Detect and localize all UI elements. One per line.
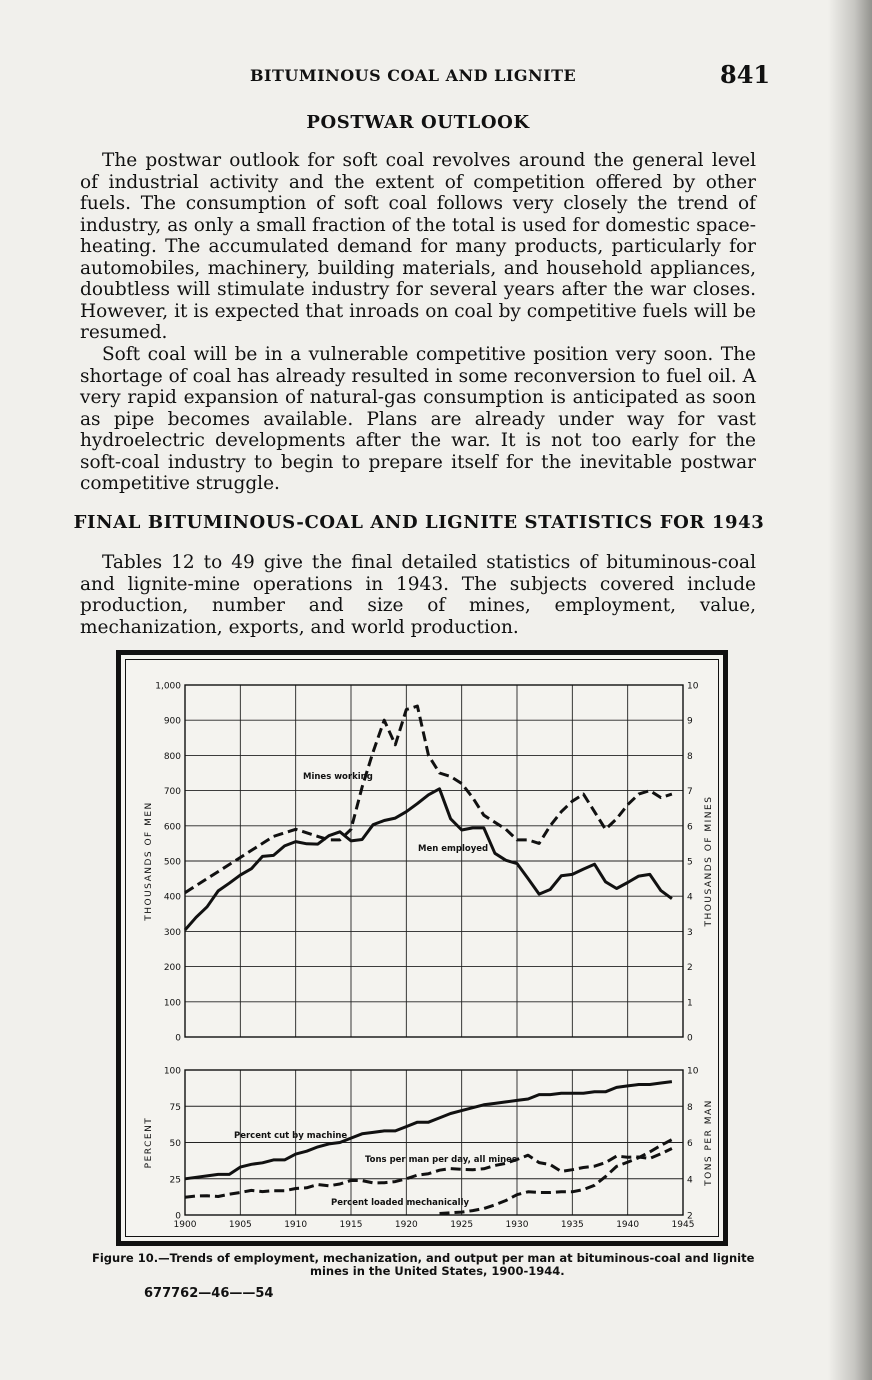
y2-tick-label: 5 (687, 857, 693, 868)
running-head: BITUMINOUS COAL AND LIGNITE (250, 66, 577, 85)
paragraph: Soft coal will be in a vulnerable competitive position very soon. The shortage of coal has already resulted in some reconversion to fuel oil. A very rapid expansion of natural-gas consumption is anticipated as soon as pipe becomes available. Plans are already under way for vast hydroelectric developments after the war. It is not too early for the soft-coal industry to begin to prepare itself for the inevitable postwar competitive struggle. (80, 344, 756, 494)
y-tick-label: 50 (169, 1139, 181, 1149)
figure-chart (121, 655, 723, 1241)
x-tick-label: 1935 (560, 1220, 584, 1230)
y2-tick-label: 6 (687, 822, 693, 833)
y2-tick-label: 8 (687, 1102, 693, 1113)
scan-edge-shadow (828, 0, 872, 1380)
x-tick-label: 1920 (394, 1220, 418, 1230)
x-tick-label: 1915 (339, 1220, 363, 1230)
paragraph: The postwar outlook for soft coal revolves around the general level of industrial activity and the extent of competition offered by other fuels. The consumption of soft coal follows very closely the trend of industry, as only a small fraction of the total is used for domestic space-heating. The accumulated demand for many products, particularly for automobiles, machinery, building materials, and household appliances, doubtless will stimulate industry for several years after the war closes. However, it is expected that inroads on coal by competitive fuels will be resumed. (80, 150, 756, 343)
y2-tick-label: 2 (687, 1211, 693, 1222)
series-annotation: Percent loaded mechanically (331, 1198, 470, 1208)
y-tick-label: 800 (163, 751, 181, 762)
y2-tick-label: 3 (687, 927, 693, 938)
y-tick-label: 25 (169, 1175, 181, 1186)
x-tick-label: 1900 (173, 1220, 197, 1230)
x-tick-label: 1945 (671, 1220, 695, 1230)
y2-tick-label: 2 (687, 963, 693, 974)
y-tick-label: 75 (169, 1102, 181, 1113)
series-line (185, 789, 672, 930)
y2-tick-label: 1 (687, 998, 693, 1009)
print-code: 677762—46——54 (144, 1286, 274, 1301)
section-title-postwar-outlook: POSTWAR OUTLOOK (306, 112, 530, 133)
y-tick-label: 0 (175, 1033, 181, 1044)
x-tick-label: 1910 (284, 1220, 308, 1230)
y-tick-label: 1,000 (155, 681, 181, 692)
y2-axis-title: THOUSANDS OF MINES (704, 795, 714, 927)
caption-line-1: Figure 10.—Trends of employment, mechanization, and output per man at bituminous-coal and lignite (92, 1251, 755, 1265)
y-tick-label: 900 (163, 716, 181, 727)
y-tick-label: 100 (163, 998, 181, 1009)
y-tick-label: 400 (163, 892, 181, 903)
y2-tick-label: 8 (687, 751, 693, 762)
series-line (185, 706, 672, 893)
figure-frame (116, 650, 728, 1246)
paragraph: Tables 12 to 49 give the final detailed statistics of bituminous-coal and lignite-mine operations in 1943. The subjects covered include production, number and size of mines, employment, value, mechanization, exports, and world production. (80, 552, 756, 638)
series-line (440, 1140, 672, 1214)
y-tick-label: 300 (163, 927, 181, 938)
y2-tick-label: 0 (687, 1033, 693, 1044)
y2-tick-label: 4 (687, 1175, 693, 1186)
series-annotation: Tons per man per day, all mines (365, 1155, 517, 1165)
y2-tick-label: 6 (687, 1139, 693, 1149)
x-tick-label: 1930 (505, 1220, 529, 1230)
y-tick-label: 600 (163, 822, 181, 833)
section-title-final-statistics: FINAL BITUMINOUS-COAL AND LIGNITE STATISTICS FOR 1943 (73, 512, 765, 533)
y-tick-label: 700 (163, 787, 181, 798)
x-tick-label: 1925 (450, 1220, 474, 1230)
y-tick-label: 200 (163, 963, 181, 974)
y-tick-label: 500 (163, 857, 181, 868)
y-axis-title: THOUSANDS OF MEN (144, 801, 154, 921)
y2-tick-label: 10 (687, 681, 699, 692)
series-annotation: Mines working (303, 772, 373, 782)
y2-tick-label: 9 (687, 716, 693, 727)
y2-tick-label: 10 (687, 1066, 699, 1077)
y2-tick-label: 7 (687, 787, 693, 798)
y-axis-title: PERCENT (144, 1116, 154, 1169)
y2-tick-label: 4 (687, 892, 693, 903)
series-annotation: Men employed (418, 844, 489, 854)
caption-line-2: mines in the United States, 1900-1944. (310, 1264, 565, 1278)
x-tick-label: 1940 (616, 1220, 640, 1230)
series-annotation: Percent cut by machine (234, 1131, 348, 1141)
y-tick-label: 100 (163, 1066, 181, 1077)
page-number: 841 (720, 60, 771, 89)
y-tick-label: 0 (175, 1211, 181, 1222)
x-tick-label: 1905 (228, 1220, 252, 1230)
y2-axis-title: TONS PER MAN (704, 1099, 714, 1186)
